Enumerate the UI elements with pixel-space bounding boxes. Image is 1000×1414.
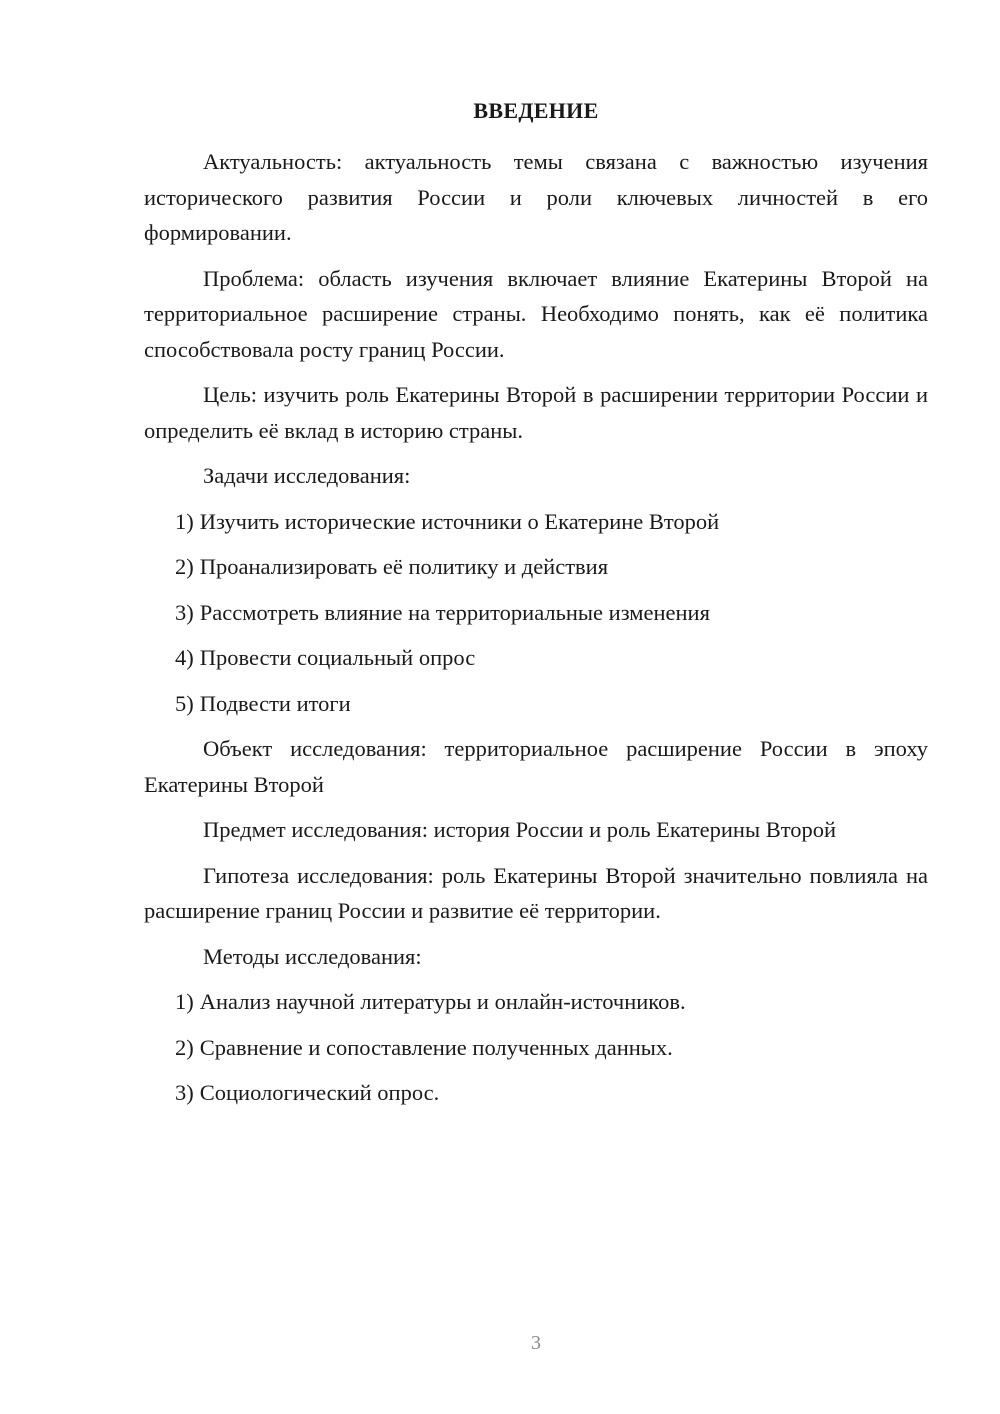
list-item (144, 595, 928, 631)
list-item-number: 4) (175, 645, 194, 670)
object-paragraph: Объект исследования: территориальное расширение России в эпоху Екатерины Второй (144, 736, 928, 797)
goal-paragraph: Цель: изучить роль Екатерины Второй в расширении территории России и определить её вклад в историю страны. (144, 382, 928, 443)
list-item-number: 3) (175, 599, 194, 625)
list-item-number: 2) (175, 554, 194, 579)
methods-heading: Методы исследования: (203, 943, 422, 969)
list-item-number: 3) (175, 1080, 194, 1105)
list-item (144, 686, 928, 722)
list-item-text: Сравнение и сопоставление полученных данных. (199, 1034, 673, 1060)
document-body (144, 144, 928, 1121)
hypothesis-paragraph: Гипотеза исследования: роль Екатерины Второй значительно повлияла на расширение границ России и развитие её территории. (144, 862, 928, 923)
list-item-text: Анализ научной литературы и онлайн-источников. (199, 989, 686, 1014)
problem-paragraph: Проблема: область изучения включает влияние Екатерины Второй на территориальное расширение страны. Необходимо понять, как её политика способствовала росту границ России. (144, 265, 928, 362)
methods-list (144, 984, 928, 1111)
list-item (144, 504, 928, 540)
relevance-paragraph: Актуальность: актуальность темы связана с важностью изучения исторического развития России и роли ключевых личностей в его формировании. (144, 149, 928, 245)
tasks-list (144, 504, 928, 722)
list-item-number: 5) (175, 690, 194, 716)
tasks-heading: Задачи исследования: (203, 463, 411, 488)
subject-paragraph: Предмет исследования: история России и роль Екатерины Второй (203, 817, 837, 842)
list-item-number: 1) (175, 989, 194, 1014)
list-item (144, 549, 928, 585)
section-title: ВВЕДЕНИЕ (473, 98, 599, 123)
list-item-text: Изучить исторические источники о Екатерине Второй (199, 508, 720, 534)
list-item-text: Проанализировать её политику и действия (199, 554, 609, 579)
list-item (144, 1030, 928, 1066)
list-item (144, 640, 928, 676)
list-item (144, 1075, 928, 1111)
page-number: 3 (531, 1332, 541, 1354)
list-item-text: Социологический опрос. (199, 1080, 440, 1105)
list-item-number: 2) (175, 1034, 194, 1060)
list-item (144, 984, 928, 1020)
list-item-number: 1) (175, 508, 194, 534)
list-item-text: Подвести итоги (199, 690, 351, 716)
list-item-text: Провести социальный опрос (199, 645, 476, 670)
list-item-text: Рассмотреть влияние на территориальные изменения (199, 599, 710, 625)
